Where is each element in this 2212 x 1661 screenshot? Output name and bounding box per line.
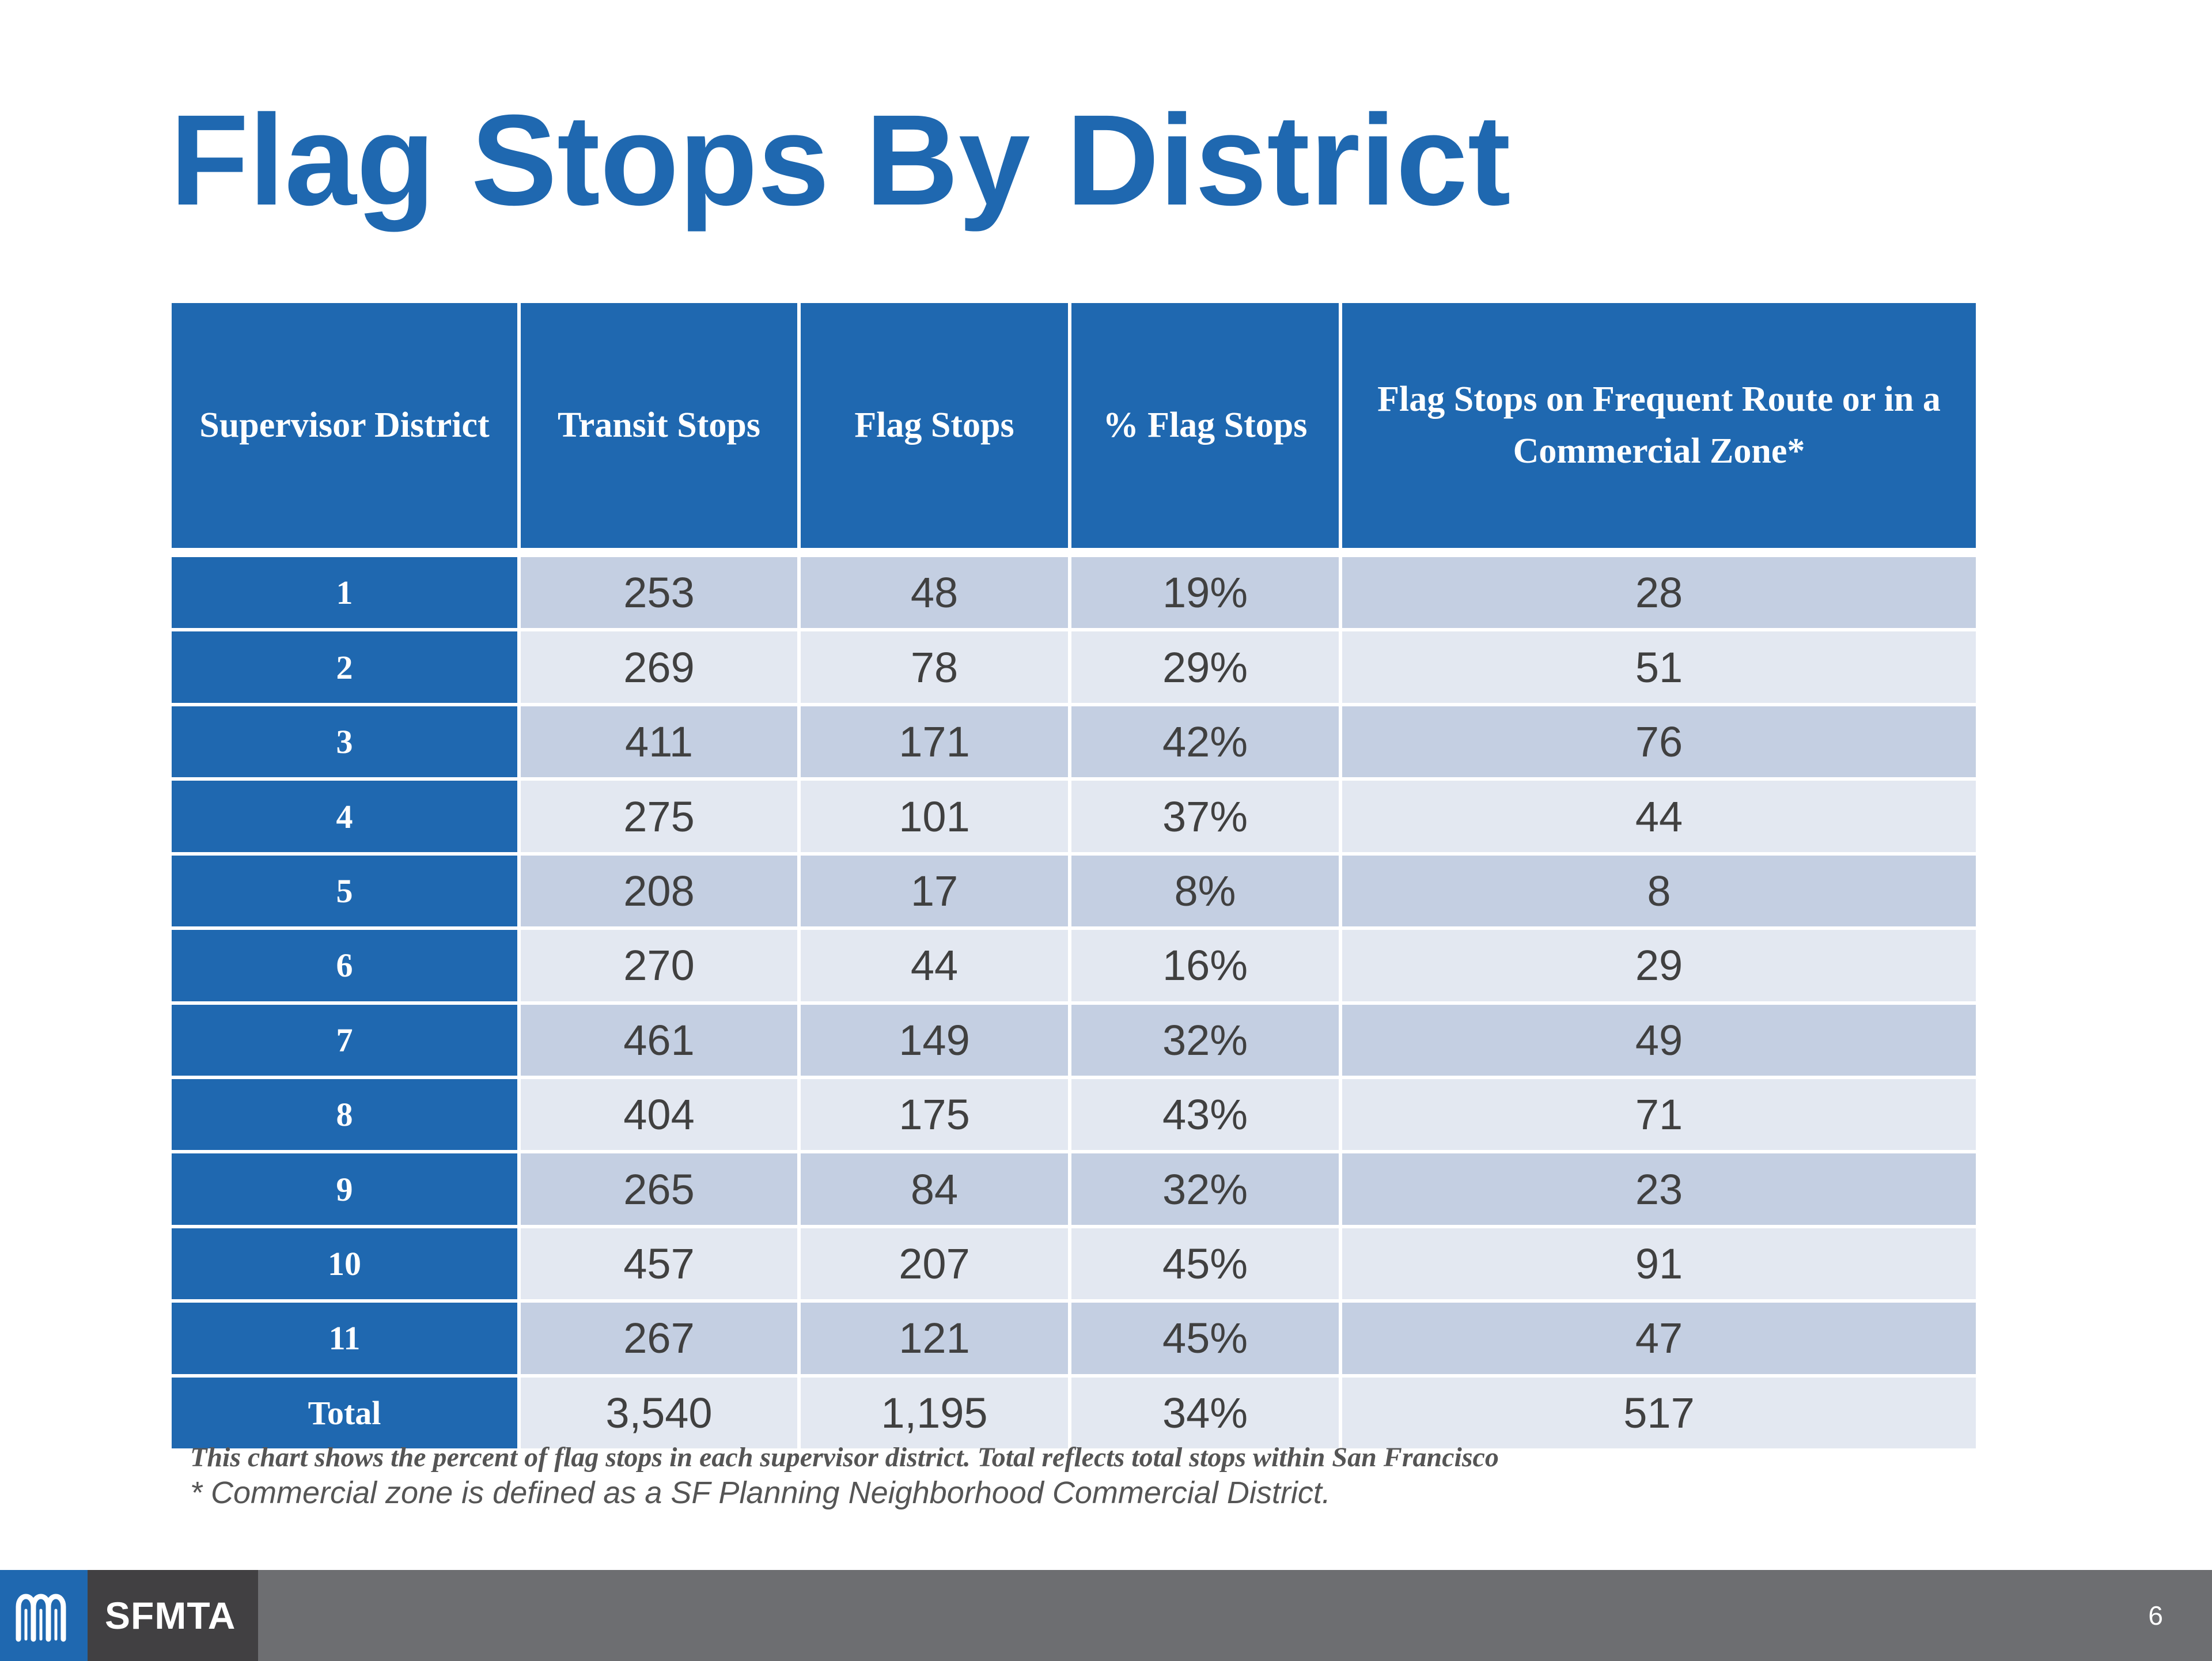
table-row [172, 557, 1976, 628]
cell-percent-flag-stops: 19% [1071, 557, 1339, 628]
cell-flag-stops: 175 [801, 1079, 1068, 1150]
chart-note: This chart shows the percent of flag stops in each supervisor district. Total reflects total stops within San Francisco [190, 1442, 1499, 1473]
header-gap-cell [172, 551, 1976, 554]
table-header-row [172, 303, 1976, 548]
cell-percent-flag-stops: 34% [1071, 1378, 1339, 1448]
cell-transit-stops: 265 [521, 1153, 797, 1224]
cell-district: 11 [172, 1303, 517, 1374]
cell-percent-flag-stops: 8% [1071, 856, 1339, 926]
cell-frequent-or-commercial: 51 [1342, 631, 1976, 702]
cell-transit-stops: 411 [521, 706, 797, 777]
cell-district: Total [172, 1378, 517, 1448]
cell-transit-stops: 461 [521, 1005, 797, 1076]
cell-flag-stops: 1,195 [801, 1378, 1068, 1448]
header-gap [172, 551, 1976, 554]
cell-percent-flag-stops: 45% [1071, 1228, 1339, 1299]
cell-transit-stops: 404 [521, 1079, 797, 1150]
cell-transit-stops: 267 [521, 1303, 797, 1374]
sfmta-logo [0, 1570, 258, 1661]
cell-percent-flag-stops: 16% [1071, 930, 1339, 1001]
cell-district: 10 [172, 1228, 517, 1299]
cell-transit-stops: 3,540 [521, 1378, 797, 1448]
cell-transit-stops: 208 [521, 856, 797, 926]
cell-flag-stops: 149 [801, 1005, 1068, 1076]
column-header-frequent-or-commercial: Flag Stops on Frequent Route or in a Commercial Zone* [1342, 303, 1976, 548]
cell-district: 9 [172, 1153, 517, 1224]
brand-text: SFMTA [105, 1594, 236, 1637]
table-row [172, 1378, 1976, 1448]
table-row [172, 1005, 1976, 1076]
cell-transit-stops: 269 [521, 631, 797, 702]
cell-district: 2 [172, 631, 517, 702]
cell-transit-stops: 275 [521, 781, 797, 852]
slide-title: Flag Stops By District [170, 88, 1511, 232]
cell-district: 1 [172, 557, 517, 628]
commercial-zone-note: * Commercial zone is defined as a SF Planning Neighborhood Commercial District. [190, 1475, 1331, 1510]
table-row [172, 1153, 1976, 1224]
column-header-flag-stops: Flag Stops [801, 303, 1068, 548]
cell-transit-stops: 457 [521, 1228, 797, 1299]
cell-flag-stops: 101 [801, 781, 1068, 852]
cell-frequent-or-commercial: 23 [1342, 1153, 1976, 1224]
cell-flag-stops: 44 [801, 930, 1068, 1001]
table-body [172, 551, 1976, 1448]
cell-flag-stops: 171 [801, 706, 1068, 777]
cell-frequent-or-commercial: 44 [1342, 781, 1976, 852]
cell-flag-stops: 207 [801, 1228, 1068, 1299]
cell-frequent-or-commercial: 28 [1342, 557, 1976, 628]
cell-frequent-or-commercial: 47 [1342, 1303, 1976, 1374]
cell-percent-flag-stops: 32% [1071, 1005, 1339, 1076]
table-row [172, 781, 1976, 852]
table-row [172, 1303, 1976, 1374]
column-header-supervisor-district: Supervisor District [172, 303, 517, 548]
cell-percent-flag-stops: 37% [1071, 781, 1339, 852]
cell-frequent-or-commercial: 29 [1342, 930, 1976, 1001]
cell-flag-stops: 84 [801, 1153, 1068, 1224]
table-row [172, 631, 1976, 702]
cell-percent-flag-stops: 45% [1071, 1303, 1339, 1374]
cell-percent-flag-stops: 32% [1071, 1153, 1339, 1224]
footer-bar [0, 1570, 2212, 1661]
cell-flag-stops: 78 [801, 631, 1068, 702]
table-row [172, 856, 1976, 926]
cell-frequent-or-commercial: 8 [1342, 856, 1976, 926]
cell-district: 3 [172, 706, 517, 777]
cell-flag-stops: 17 [801, 856, 1068, 926]
cell-flag-stops: 121 [801, 1303, 1068, 1374]
cell-frequent-or-commercial: 76 [1342, 706, 1976, 777]
table-row [172, 930, 1976, 1001]
cell-flag-stops: 48 [801, 557, 1068, 628]
cell-district: 7 [172, 1005, 517, 1076]
cell-percent-flag-stops: 43% [1071, 1079, 1339, 1150]
column-header-percent-flag-stops: % Flag Stops [1071, 303, 1339, 548]
page-number: 6 [2148, 1601, 2163, 1630]
cell-frequent-or-commercial: 517 [1342, 1378, 1976, 1448]
cell-transit-stops: 253 [521, 557, 797, 628]
cell-percent-flag-stops: 42% [1071, 706, 1339, 777]
cell-district: 5 [172, 856, 517, 926]
table-row [172, 1228, 1976, 1299]
column-header-transit-stops: Transit Stops [521, 303, 797, 548]
cell-transit-stops: 270 [521, 930, 797, 1001]
cell-frequent-or-commercial: 49 [1342, 1005, 1976, 1076]
flag-stops-table [168, 300, 1979, 1452]
cell-frequent-or-commercial: 71 [1342, 1079, 1976, 1150]
table-row [172, 706, 1976, 777]
cell-district: 4 [172, 781, 517, 852]
cell-district: 6 [172, 930, 517, 1001]
sfmta-muni-logo-icon [0, 1570, 88, 1661]
cell-district: 8 [172, 1079, 517, 1150]
cell-frequent-or-commercial: 91 [1342, 1228, 1976, 1299]
table-row [172, 1079, 1976, 1150]
cell-percent-flag-stops: 29% [1071, 631, 1339, 702]
